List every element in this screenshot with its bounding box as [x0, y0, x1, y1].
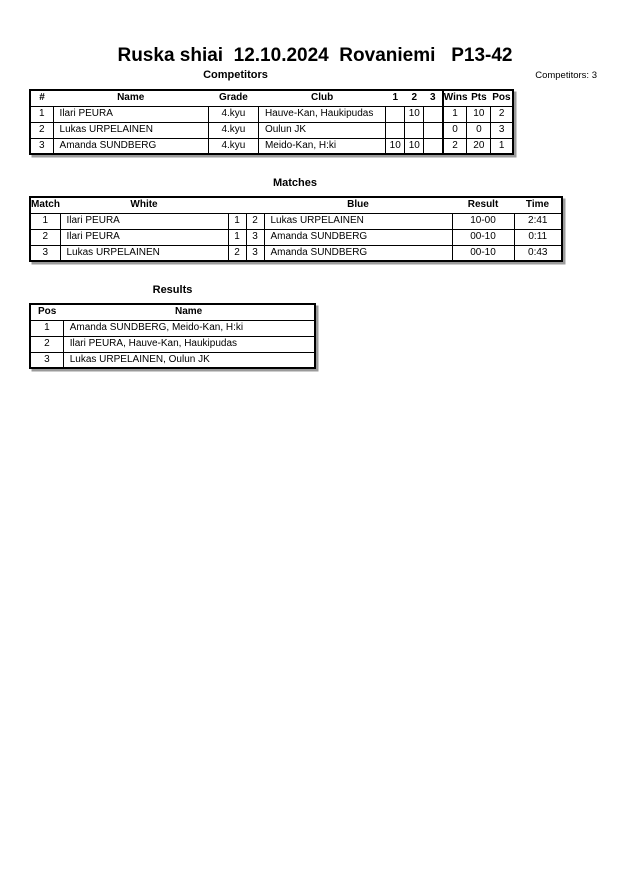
- result-row: [30, 320, 315, 336]
- match-time-cell: 2:41: [514, 213, 562, 229]
- competitor-wins-cell: 2: [443, 138, 467, 154]
- matches-header-blue-number: [246, 197, 264, 213]
- competitors-header-round2: 2: [405, 90, 424, 106]
- competitor-grade-cell: 4.kyu: [208, 138, 258, 154]
- result-name-cell: Lukas URPELAINEN, Oulun JK: [63, 352, 315, 368]
- competitor-name-cell: Ilari PEURA: [53, 106, 208, 122]
- match-blue-name-cell: Lukas URPELAINEN: [264, 213, 452, 229]
- competitor-name-cell: Amanda SUNDBERG: [53, 138, 208, 154]
- competitor-points-cell: 0: [467, 122, 491, 138]
- match-row: [30, 229, 562, 245]
- competitor-round2-cell: [405, 122, 424, 138]
- competitors-header-club: Club: [258, 90, 385, 106]
- competitor-row: [30, 122, 513, 138]
- results-section-heading: Results: [152, 284, 193, 296]
- match-blue-name-cell: Amanda SUNDBERG: [264, 245, 452, 261]
- competitor-round3-cell: [424, 106, 443, 122]
- competitor-round1-cell: 10: [386, 138, 405, 154]
- results-header-row: [30, 304, 315, 320]
- matches-header-white: White: [60, 197, 228, 213]
- match-white-number-cell: 1: [228, 229, 246, 245]
- match-blue-number-cell: 2: [246, 213, 264, 229]
- competitor-name-cell: Lukas URPELAINEN: [53, 122, 208, 138]
- competitors-header-name: Name: [53, 90, 208, 106]
- match-white-number-cell: 1: [228, 213, 246, 229]
- result-row: [30, 352, 315, 368]
- matches-section-heading: Matches: [272, 177, 318, 189]
- competitors-header-points: Pts: [467, 90, 491, 106]
- competitor-wins-cell: 1: [443, 106, 467, 122]
- competitor-position-cell: 1: [491, 138, 513, 154]
- match-number-cell: 2: [30, 229, 60, 245]
- result-position-cell: 3: [30, 352, 63, 368]
- competitor-position-cell: 2: [491, 106, 513, 122]
- match-white-name-cell: Lukas URPELAINEN: [60, 245, 228, 261]
- match-row: [30, 213, 562, 229]
- matches-table: [29, 196, 563, 262]
- result-position-cell: 1: [30, 320, 63, 336]
- competitor-round3-cell: [424, 122, 443, 138]
- competitors-header-round3: 3: [424, 90, 443, 106]
- competitor-round1-cell: [386, 122, 405, 138]
- competitor-number-cell: 2: [30, 122, 53, 138]
- competitors-header-row: [30, 90, 513, 106]
- competitors-header-position: Pos: [491, 90, 513, 106]
- match-blue-number-cell: 3: [246, 229, 264, 245]
- match-number-cell: 1: [30, 213, 60, 229]
- competitor-grade-cell: 4.kyu: [208, 106, 258, 122]
- matches-header-blue: Blue: [264, 197, 452, 213]
- competitor-grade-cell: 4.kyu: [208, 122, 258, 138]
- match-blue-number-cell: 3: [246, 245, 264, 261]
- competitor-number-cell: 3: [30, 138, 53, 154]
- competitor-row: [30, 106, 513, 122]
- competitor-number-cell: 1: [30, 106, 53, 122]
- competitors-count-label: Competitors: 3: [535, 70, 597, 81]
- matches-header-time: Time: [514, 197, 562, 213]
- result-name-cell: Ilari PEURA, Hauve-Kan, Haukipudas: [63, 336, 315, 352]
- match-time-cell: 0:43: [514, 245, 562, 261]
- matches-header-white-number: [228, 197, 246, 213]
- matches-header-match: Match: [30, 197, 60, 213]
- match-time-cell: 0:11: [514, 229, 562, 245]
- competitors-header-round1: 1: [386, 90, 405, 106]
- competitors-header-wins: Wins: [443, 90, 467, 106]
- result-position-cell: 2: [30, 336, 63, 352]
- results-header-name: Name: [63, 304, 315, 320]
- match-result-cell: 00-10: [452, 245, 514, 261]
- competitor-round1-cell: [386, 106, 405, 122]
- matches-header-row: [30, 197, 562, 213]
- competitor-position-cell: 3: [491, 122, 513, 138]
- competitor-points-cell: 10: [467, 106, 491, 122]
- page-title: Ruska shiai 12.10.2024 Rovaniemi P13-42: [117, 45, 513, 66]
- competitor-wins-cell: 0: [443, 122, 467, 138]
- competitors-table: [29, 89, 514, 155]
- match-result-cell: 00-10: [452, 229, 514, 245]
- competitor-row: [30, 138, 513, 154]
- result-name-cell: Amanda SUNDBERG, Meido-Kan, H:ki: [63, 320, 315, 336]
- competitor-round2-cell: 10: [405, 138, 424, 154]
- match-result-cell: 10-00: [452, 213, 514, 229]
- match-blue-name-cell: Amanda SUNDBERG: [264, 229, 452, 245]
- results-table: [29, 303, 316, 369]
- match-white-number-cell: 2: [228, 245, 246, 261]
- match-white-name-cell: Ilari PEURA: [60, 229, 228, 245]
- competitor-club-cell: Meido-Kan, H:ki: [258, 138, 385, 154]
- match-row: [30, 245, 562, 261]
- competitors-section-heading: Competitors: [203, 69, 268, 81]
- competitor-club-cell: Hauve-Kan, Haukipudas: [258, 106, 385, 122]
- competitor-points-cell: 20: [467, 138, 491, 154]
- result-row: [30, 336, 315, 352]
- match-white-name-cell: Ilari PEURA: [60, 213, 228, 229]
- matches-header-result: Result: [452, 197, 514, 213]
- results-header-position: Pos: [30, 304, 63, 320]
- match-number-cell: 3: [30, 245, 60, 261]
- competitor-club-cell: Oulun JK: [258, 122, 385, 138]
- competitor-round2-cell: 10: [405, 106, 424, 122]
- competitors-header-grade: Grade: [208, 90, 258, 106]
- competitors-header-number: #: [30, 90, 53, 106]
- competitor-round3-cell: [424, 138, 443, 154]
